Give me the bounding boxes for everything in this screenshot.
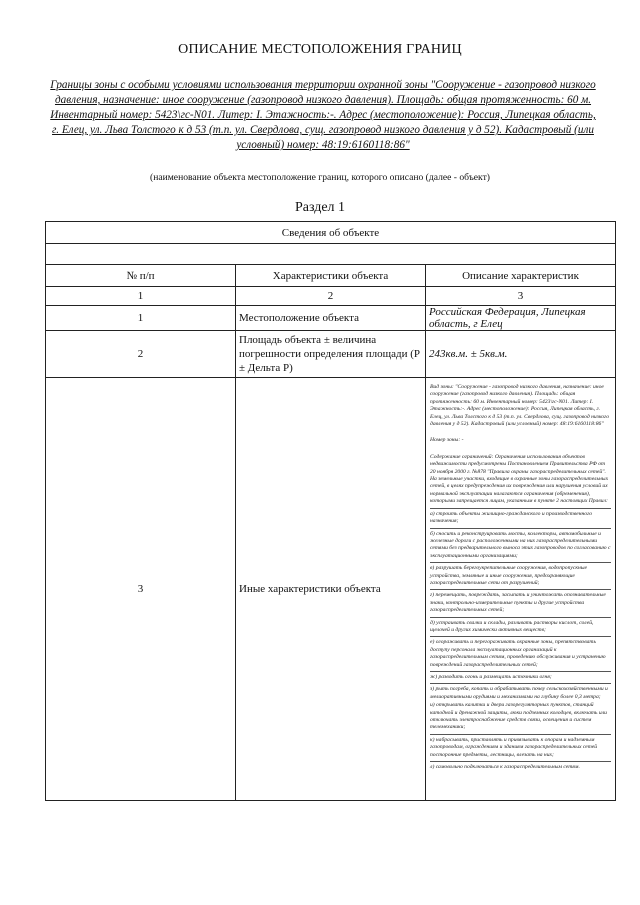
header-row <box>46 265 616 287</box>
restriction-item: к) набрасывать, приставлять и привязывать к опорам и надземным газопроводам, ограждениям и зданиям газораспределительных сетей посторонние предметы, лестницы, влезать на них; <box>430 736 598 758</box>
restriction-item: и) открывать калитки и двери газорегуляторных пунктов, станций катодной и дренажной защиты, люки подземных колодцев, включать или отключать электроснабжение средств связи, освещения и систем телемеханики; <box>430 702 607 731</box>
restrictions-intro: Содержание ограничений: Ограничения использования объектов недвижимости предусмотрены Постановлением Правительства РФ от 20 ноября 2000 г. №878 "Правила охраны газораспределительных сетей". На земельные участки, входящие в охранные зоны газораспределительных сетей, в целях предупреждения их повреждения или нарушения условий их нормальной эксплуатации налагаются ограничения (обременения), которыми запрещается лицам, указанным в пункте 2 настоящих Правил: <box>430 453 609 505</box>
header-cell: Описание характеристик <box>426 265 616 287</box>
table-row <box>46 378 616 801</box>
restriction-item: е) огораживать и перегораживать охранные зоны, препятствовать доступу персонала эксплуатационных организаций к газораспределительным сетям, проведению обслуживания и устранению повреждений газораспределительных сетей; <box>430 639 606 668</box>
restriction-item: б) сносить и реконструировать мосты, коллекторы, автомобильные и железные дороги с расположенными на них газораспределительными сетями без предварительного выноса этих газопроводов по согласованию с эксплуатационными организациями; <box>430 530 611 559</box>
restriction-item: в) разрушать берегоукрепительные сооружения, водопропускные устройства, земляные и иные сооружения, предохраняющие газораспределительные сети от разрушений; <box>430 565 588 586</box>
restriction-item: з) рыть погреба, копать и обрабатывать почву сельскохозяйственными и мелиоративными орудиями и механизмами на глубину более 0,3 метра; <box>430 686 608 700</box>
row-name: Иные характеристики объекта <box>236 378 426 801</box>
zone-type-text: Вид зоны: "Сооружение - газопровод низкого давления, назначение: иное сооружение (газопровод низкого давления). Площадь: общая протяженность: 60 м. Инвентарный номер: 5423\гс-N01. Литер: I. Этажность:-. Адрес (местоположение): Россия, Липецкая область, г. Елец, ул. Льва Толстого к д 53 (т.п. ул. Свердлова, сущ. газопровод низкого давления у д 52). Кадастровый (или условный) номер: 48:19:6160118:86" <box>430 384 610 428</box>
object-description: Границы зоны с особыми условиями использования территории охранной зоны "Сооружение - газопровод низкого давления, назначение: иное сооружение (газопровод низкого давления). Площадь: общая протяженность: 60 м. Инвентарный номер: 5423\гс-N01. Литер: I. Этажность:-. Адрес (местоположение): Россия, Липецкая область, г. Елец, ул. Льва Толстого к д 53 (т.п. ул. Свердлова, сущ. газопровод низкого давления у д 52). Кадастровый (или условный) номер: 48:19:6160118:86" <box>50 79 596 151</box>
row-name: Площадь объекта ± величина погрешности определения площади (Р ± Дельта Р) <box>236 331 426 378</box>
row-number: 1 <box>46 306 236 331</box>
numbering-cell: 3 <box>426 287 616 306</box>
zone-number-text: Номер зоны: - <box>430 437 464 444</box>
numbering-cell: 1 <box>46 287 236 306</box>
section-heading: Раздел 1 <box>294 200 346 215</box>
empty-row <box>46 244 616 265</box>
table-caption: Сведения об объекте <box>46 222 616 244</box>
restriction-item: д) устраивать свалки и склады, разливать растворы кислот, солей, щелочей и других химически активных веществ; <box>430 619 594 633</box>
restriction-item: ж) разводить огонь и размещать источники огня; <box>430 674 552 680</box>
restriction-item: г) перемещать, повреждать, засыпать и уничтожать опознавательные знаки, контрольно-измерительные пункты и другие устройства газораспределительных сетей; <box>430 592 606 614</box>
restriction-item: а) строить объекты жилищно-гражданского и производственного назначения; <box>430 510 593 525</box>
numbering-cell: 2 <box>236 287 426 306</box>
restrictions-cell <box>426 378 616 801</box>
table-row <box>46 331 616 378</box>
document-title: ОПИСАНИЕ МЕСТОПОЛОЖЕНИЯ ГРАНИЦ <box>178 42 462 57</box>
row-number: 3 <box>46 378 236 801</box>
object-caption: (наименование объекта местоположение границ, которого описано (далее - объект) <box>150 172 490 183</box>
header-cell: Характеристики объекта <box>236 265 426 287</box>
header-cell: № п/п <box>46 265 236 287</box>
row-name: Местоположение объекта <box>236 306 426 331</box>
table-row <box>46 306 616 331</box>
restriction-item: л) самовольно подключаться к газораспределительным сетям. <box>430 764 580 771</box>
row-value: Российская Федерация, Липецкая область, г Елец <box>426 306 616 331</box>
row-number: 2 <box>46 331 236 378</box>
row-value: 243кв.м. ± 5кв.м. <box>426 331 616 378</box>
object-info-table <box>45 221 616 801</box>
numbering-row <box>46 287 616 306</box>
empty-cell <box>46 244 616 265</box>
